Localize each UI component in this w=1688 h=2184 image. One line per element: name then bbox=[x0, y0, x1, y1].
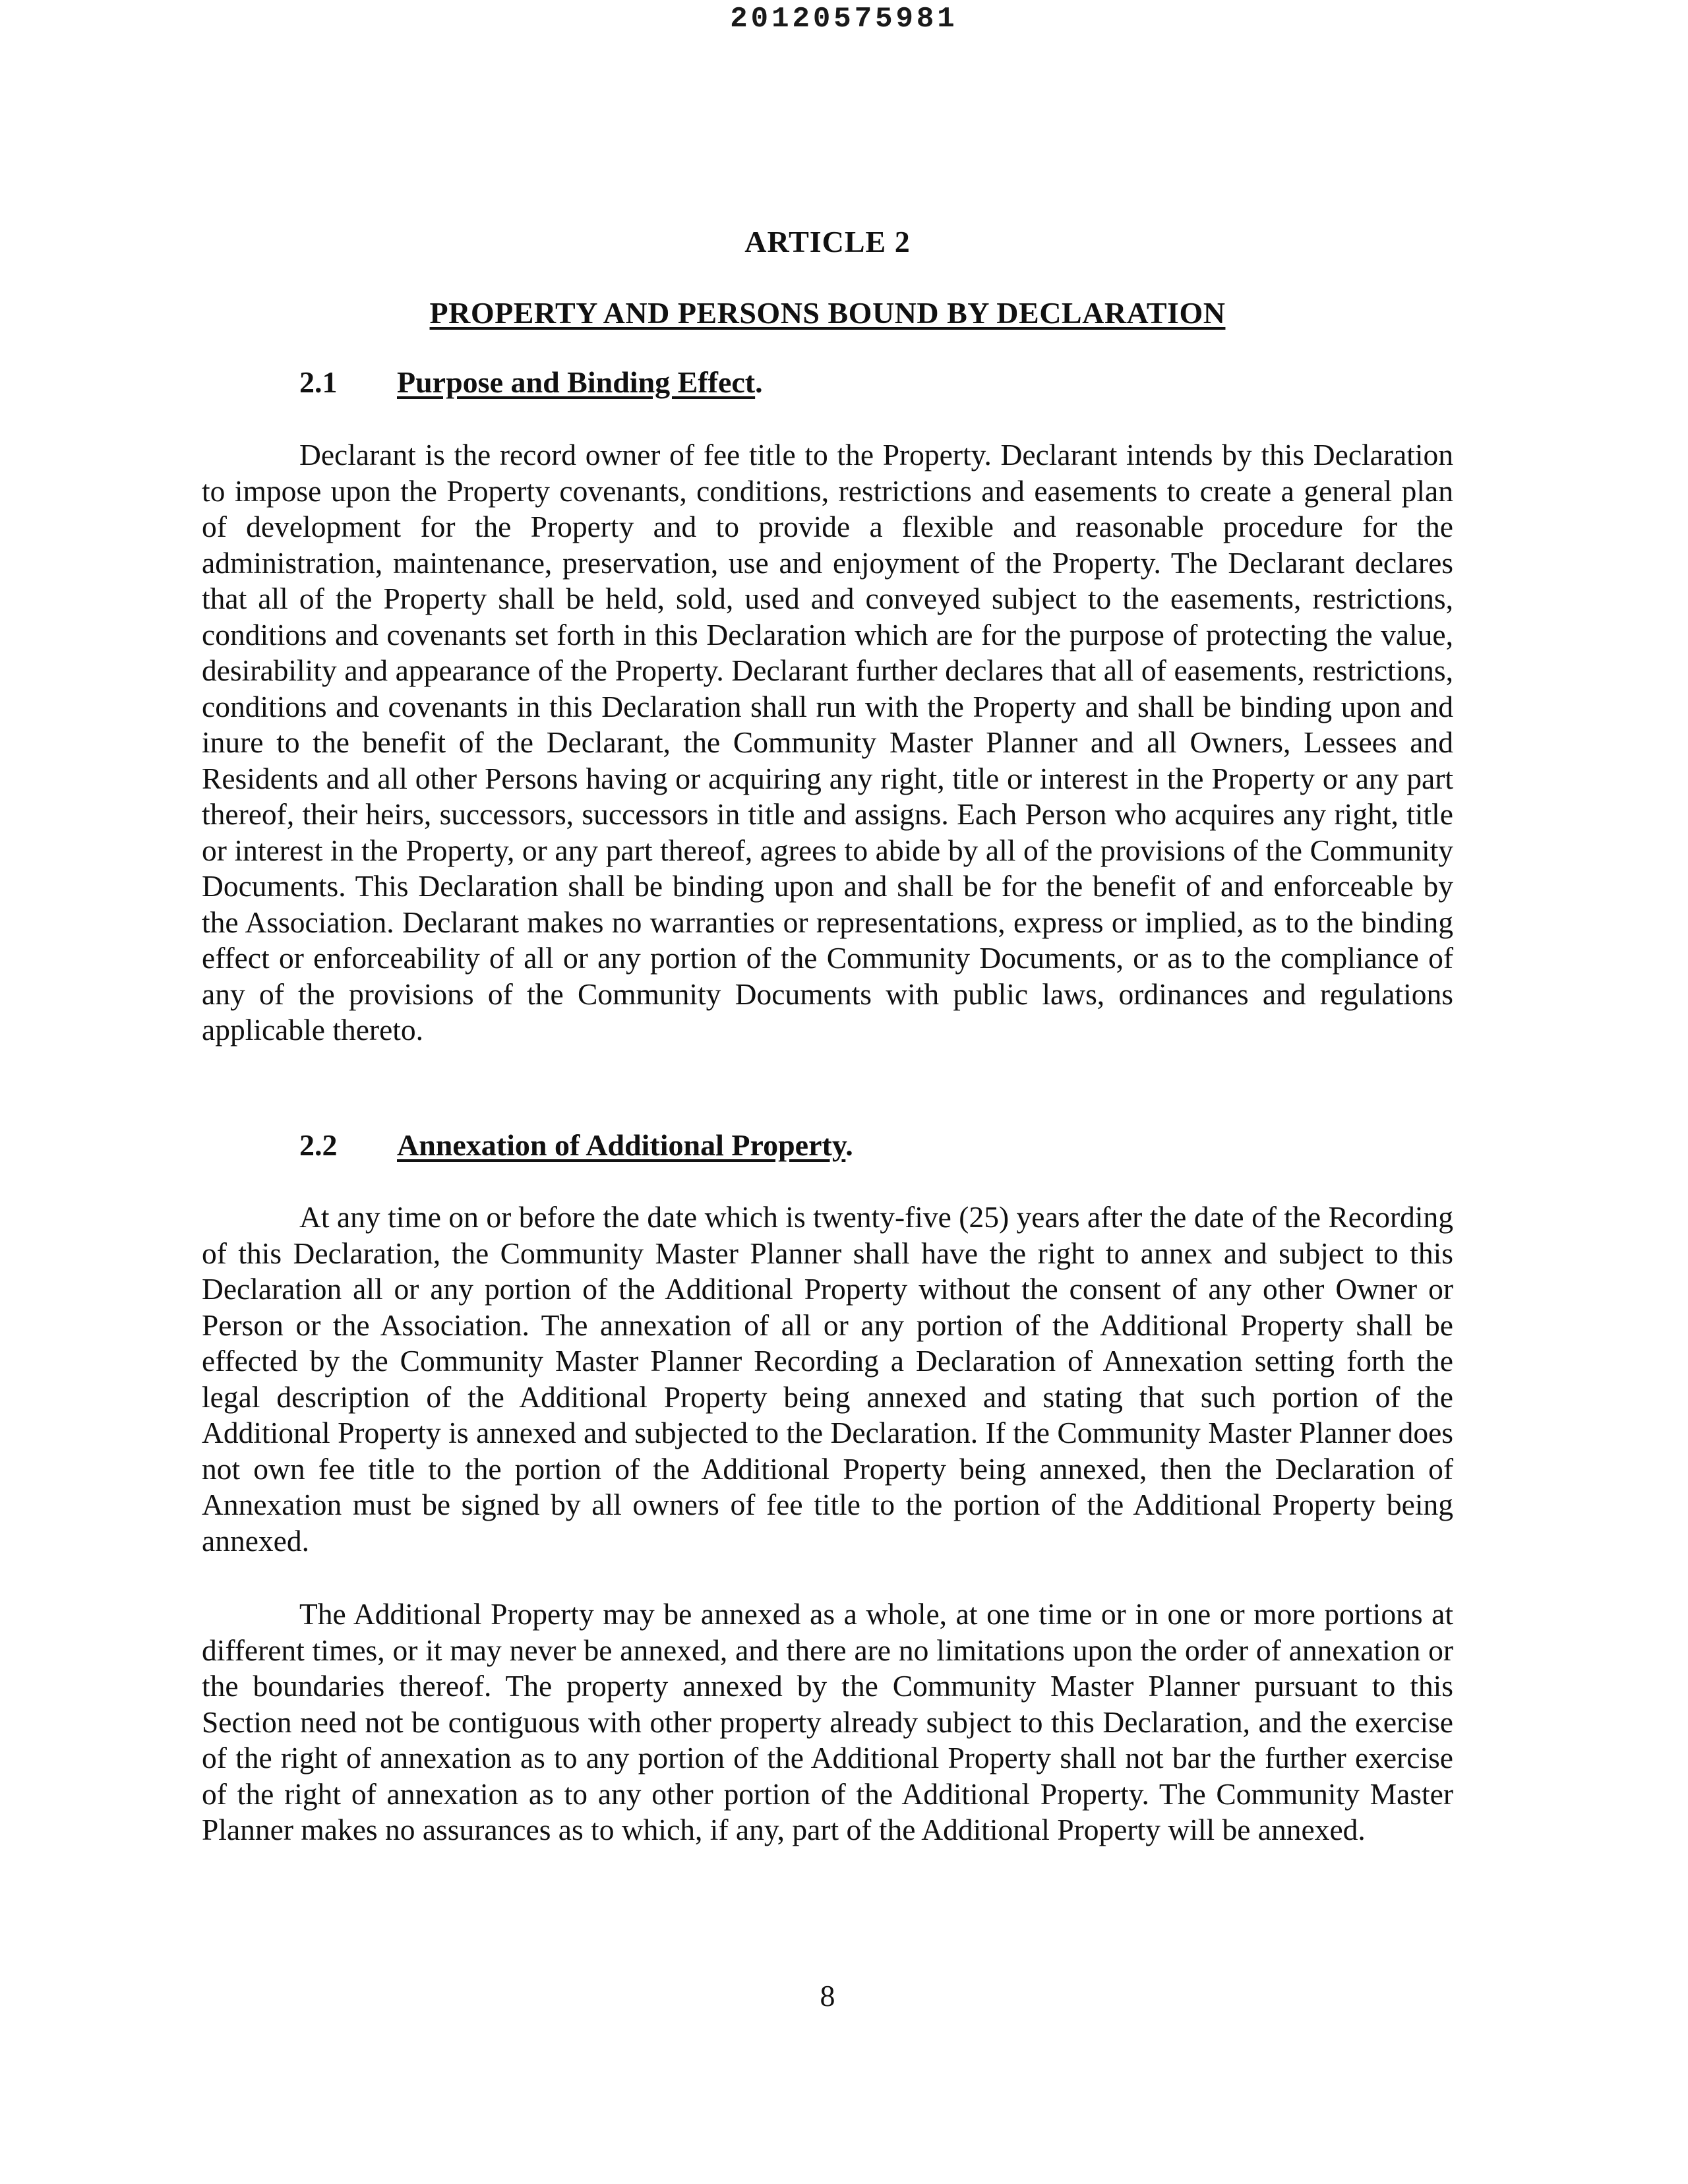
section-heading-2-2: 2.2 Annexation of Additional Property. bbox=[299, 1128, 853, 1162]
section-title: Annexation of Additional Property bbox=[397, 1128, 846, 1162]
section-heading-2-1: 2.1 Purpose and Binding Effect. bbox=[299, 365, 763, 399]
page-number: 8 bbox=[820, 1979, 835, 2013]
paragraph-annexation-right: At any time on or before the date which is twenty-five (25) years after the date of the Recording of this Declaration, the Community Master Planner shall have the right to annex and subject to this Declaration all or any portion of the Additional Property without the consent of any other Owner or Person or the Association. The annexation of all or any portion of the Additional Property shall be effected by the Community Master Planner Recording a Declaration of Annexation setting forth the legal description of the Additional Property being annexed and stating that such portion of the Additional Property is annexed and subjected to the Declaration. If the Community Master Planner does not own fee title to the portion of the Additional Property being annexed, then the Declaration of Annexation must be signed by all owners of fee title to the portion of the Additional Property being annexed. bbox=[202, 1200, 1453, 1558]
paragraph-purpose-binding-effect: Declarant is the record owner of fee title to the Property. Declarant intends by this Declaration to impose upon the Property covenants, conditions, restrictions and easements to create a general plan of development for the Property and to provide a flexible and reasonable procedure for the administration, maintenance, preservation, use and enjoyment of the Property. The Declarant declares that all of the Property shall be held, sold, used and conveyed subject to the easements, restrictions, conditions and covenants set forth in this Declaration which are for the purpose of protecting the value, desirability and appearance of the Property. Declarant further declares that all of easements, restrictions, conditions and covenants in this Declaration shall run with the Property and shall be binding upon and inure to the benefit of the Declarant, the Community Master Planner and all Owners, Lessees and Residents and all other Persons having or acquiring any right, title or interest in the Property or any part thereof, their heirs, successors, successors in title and assigns. Each Person who acquires any right, title or interest in the Property, or any part thereof, agrees to abide by all of the provisions of the Community Documents. This Declaration shall be binding upon and shall be for the benefit of and enforceable by the Association. Declarant makes no warranties or representations, express or implied, as to the binding effect or enforceability of all or any portion of the Community Documents, or as to the compliance of any of the provisions of the Community Documents with public laws, ordinances and regulations applicable thereto. bbox=[202, 438, 1453, 1046]
document-number: 20120575981 bbox=[730, 3, 958, 36]
article-title: PROPERTY AND PERSONS BOUND BY DECLARATION bbox=[429, 296, 1226, 330]
section-number: 2.2 bbox=[299, 1128, 338, 1162]
section-title: Purpose and Binding Effect bbox=[397, 365, 756, 399]
section-number: 2.1 bbox=[299, 365, 338, 399]
paragraph-annexation-terms: The Additional Property may be annexed as a whole, at one time or in one or more portions at different times, or it may never be annexed, and there are no limitations upon the order of annexation or the boundaries thereof. The property annexed by the Community Master Planner pursuant to this Section need not be contiguous with other property already subject to this Declaration, and the exercise of the right of annexation as to any portion of the Additional Property shall not bar the further exercise of the right of annexation as to any other portion of the Additional Property. The Community Master Planner makes no assurances as to which, if any, part of the Additional Property will be annexed. bbox=[202, 1597, 1453, 1846]
article-label: ARTICLE 2 bbox=[744, 225, 911, 258]
